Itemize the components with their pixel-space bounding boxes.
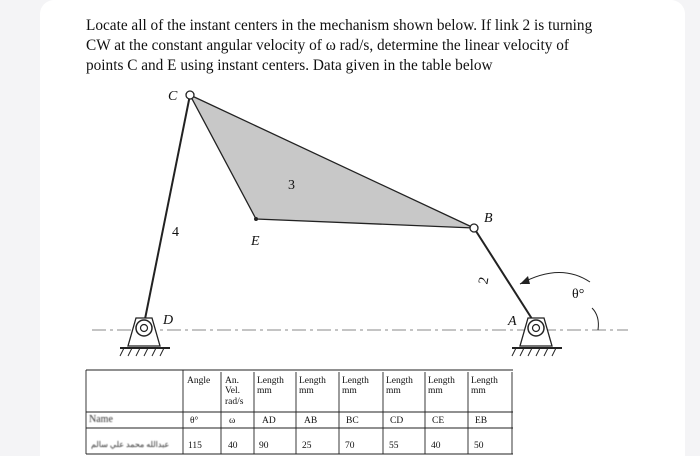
header-length-ce: Length <box>428 376 455 386</box>
ground-pivot-a <box>512 318 562 356</box>
student-name: عبدالله محمد علي سالم <box>91 440 170 449</box>
pin-c <box>186 91 194 99</box>
value-theta: 115 <box>188 441 202 451</box>
theta-arrowhead <box>520 276 530 284</box>
symbol-ad: AD <box>262 416 276 426</box>
header-length-cd: Length <box>386 376 413 386</box>
header-unit-ab: mm <box>299 386 314 396</box>
pin-b <box>470 224 478 232</box>
label-point-d: D <box>163 313 174 328</box>
symbol-omega: ω <box>229 416 236 426</box>
header-length-bc: Length <box>342 376 369 386</box>
label-link-2: 2 <box>476 276 493 286</box>
problem-line-3: points C and E using instant centers. Data given in the table below <box>86 57 493 74</box>
problem-line-2: CW at the constant angular velocity of ω rad/s, determine the linear velocity of <box>86 37 569 54</box>
coupler-link-3 <box>190 95 474 228</box>
label-point-a: A <box>508 314 517 329</box>
theta-arc <box>520 272 590 284</box>
label-link-4: 4 <box>172 225 179 240</box>
symbol-eb: EB <box>475 416 488 426</box>
header-unit-bc: mm <box>342 386 357 396</box>
point-e-marker <box>254 217 258 221</box>
header-unit-ce: mm <box>428 386 443 396</box>
symbol-ab: AB <box>304 416 318 426</box>
value-ce: 40 <box>431 441 441 451</box>
value-cd: 55 <box>389 441 399 451</box>
link-2 <box>474 228 534 322</box>
header-angvel-3: rad/s <box>225 397 244 407</box>
header-angle: Angle <box>187 376 211 386</box>
header-angvel-1: An. <box>225 376 239 386</box>
header-unit-eb: mm <box>471 386 486 396</box>
header-length-eb: Length <box>471 376 498 386</box>
link-4 <box>144 95 190 324</box>
label-point-c: C <box>168 89 178 104</box>
label-theta: θ° <box>572 287 585 302</box>
theta-ref-tick <box>592 308 598 330</box>
header-unit-ad: mm <box>257 386 272 396</box>
symbol-ce: CE <box>432 416 445 426</box>
symbol-bc: BC <box>346 416 359 426</box>
header-length-ad: Length <box>257 376 284 386</box>
symbol-cd: CD <box>390 416 404 426</box>
label-point-e: E <box>251 234 260 249</box>
header-length-ab: Length <box>299 376 326 386</box>
label-link-3: 3 <box>288 178 295 193</box>
header-angvel-2: Vel. <box>225 386 241 396</box>
value-ad: 90 <box>259 441 269 451</box>
problem-line-1: Locate all of the instant centers in the mechanism shown below. If link 2 is turning <box>86 17 593 34</box>
symbol-theta: θ° <box>190 416 199 426</box>
value-ab: 25 <box>302 441 312 451</box>
name-label: Name <box>89 414 113 425</box>
value-bc: 70 <box>345 441 355 451</box>
header-unit-cd: mm <box>386 386 401 396</box>
value-eb: 50 <box>474 441 484 451</box>
value-omega: 40 <box>228 441 238 451</box>
label-point-b: B <box>484 211 493 226</box>
